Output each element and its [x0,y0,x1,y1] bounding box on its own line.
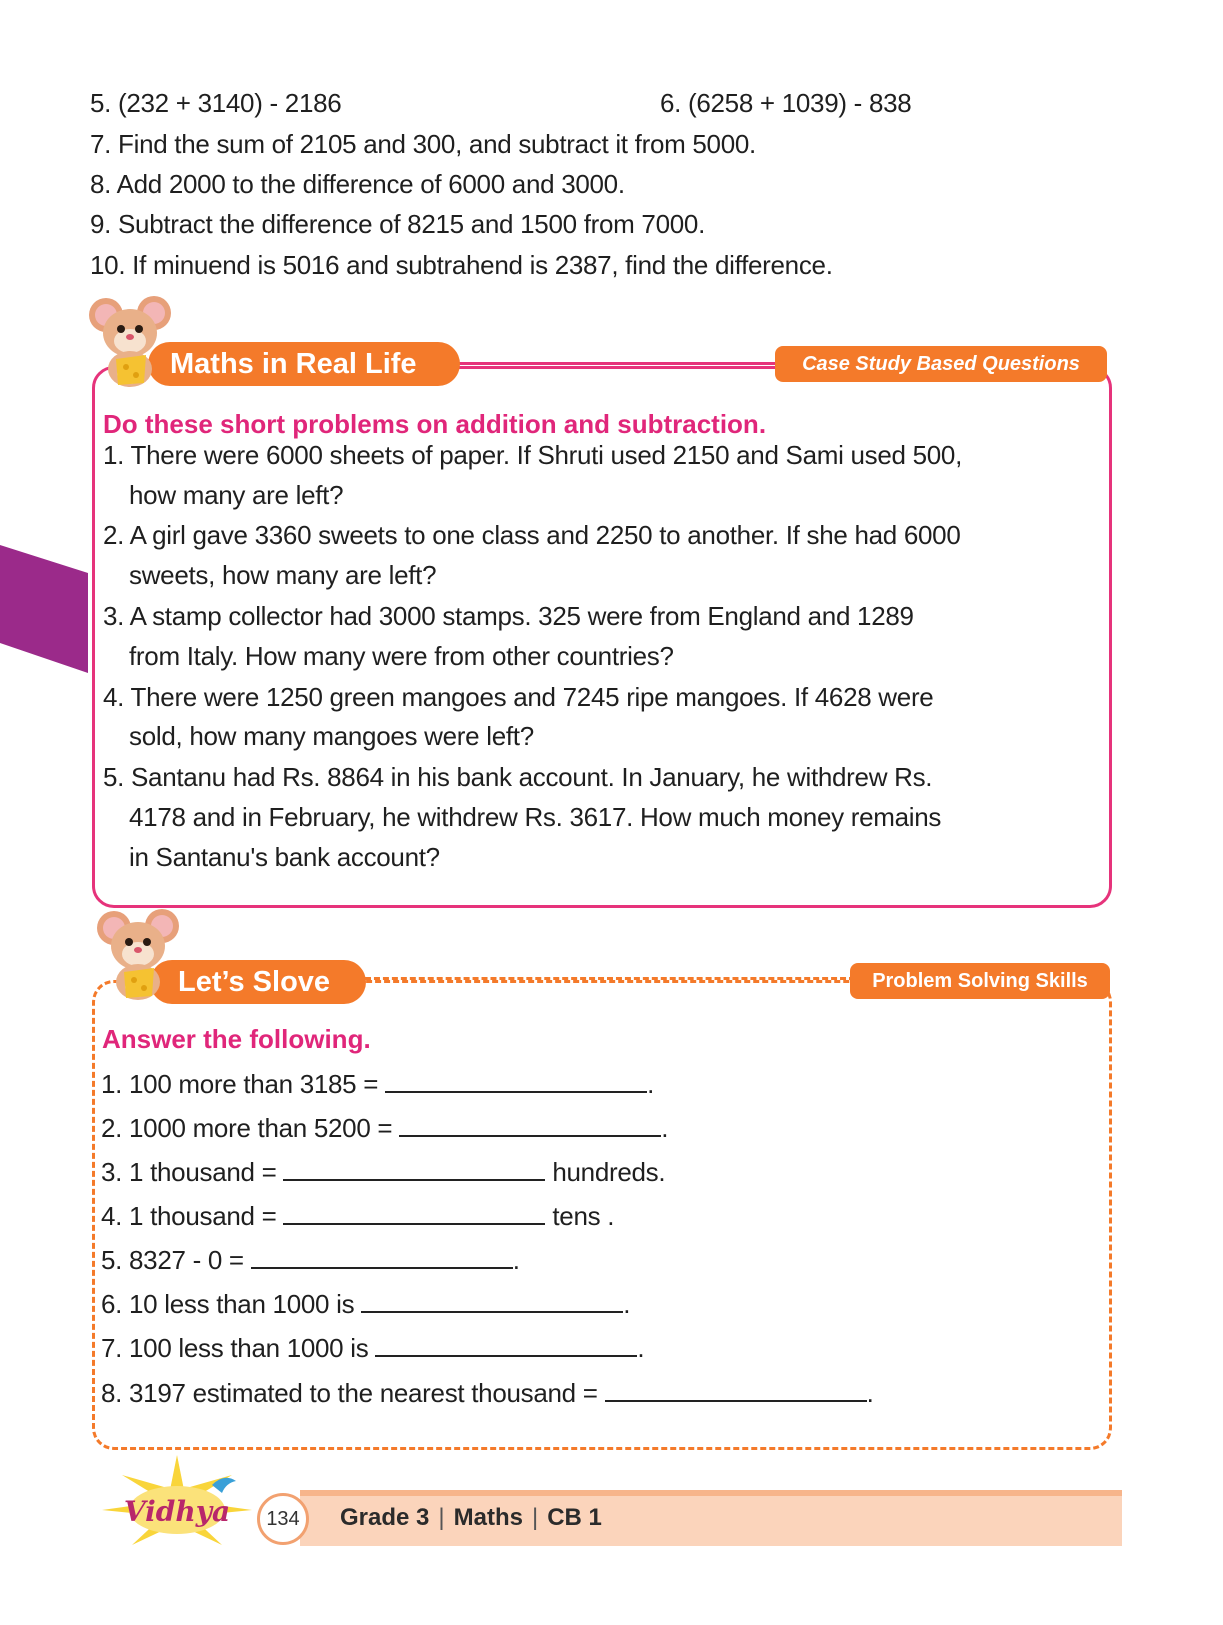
item-2-suffix: . [661,1113,669,1143]
real-life-line-10: 4178 and in February, he withdrew Rs. 3617. How much money remains [129,802,942,832]
lets-solve-item-8 [101,1373,874,1413]
question-9: 9. Subtract the difference of 8215 and 1500 from 7000. [90,209,705,239]
lets-solve-item-2 [101,1108,668,1148]
footer-separator: | [438,1504,445,1531]
item-6-text: 6. 10 less than 1000 is [101,1289,355,1319]
lets-solve-item-4 [101,1196,614,1236]
question-8: 8. Add 2000 to the difference of 6000 and 3000. [90,169,625,199]
item-1-suffix: . [647,1069,655,1099]
footer-bar-accent [300,1490,1122,1496]
answer-blank-5[interactable] [251,1241,513,1269]
item-1-text: 1. 100 more than 3185 = [101,1069,379,1099]
real-life-line-5: 3. A stamp collector had 3000 stamps. 325 were from England and 1289 [103,601,914,631]
answer-blank-8[interactable] [605,1374,867,1402]
footer-subject: Maths [453,1504,523,1531]
answer-blank-1[interactable] [385,1065,647,1093]
item-4-suffix: tens . [552,1201,615,1231]
item-5-suffix: . [512,1245,520,1275]
real-life-line-9: 5. Santanu had Rs. 8864 in his bank account. In January, he withdrew Rs. [103,762,933,792]
item-5-text: 5. 8327 - 0 = [101,1245,244,1275]
question-10: 10. If minuend is 5016 and subtrahend is 2387, find the difference. [90,250,833,280]
footer-label [340,1497,602,1539]
answer-blank-7[interactable] [375,1329,637,1357]
real-life-instruction: Do these short problems on addition and subtraction. [103,409,767,439]
real-life-title: Maths in Real Life [148,342,460,386]
question-5: 5. (232 + 3140) - 2186 [90,88,342,118]
answer-blank-6[interactable] [361,1285,623,1313]
item-2-text: 2. 1000 more than 5200 = [101,1113,393,1143]
footer-separator: | [531,1504,539,1531]
real-life-line-3: 2. A girl gave 3360 sweets to one class and 2250 to another. If she had 6000 [103,520,961,550]
real-life-line-2: how many are left? [129,480,344,510]
real-life-line-7: 4. There were 1250 green mangoes and 7245 ripe mangoes. If 4628 were [103,682,934,712]
real-life-header-line [455,362,785,365]
item-3-suffix: hundreds. [552,1157,666,1187]
real-life-line-4: sweets, how many are left? [129,560,437,590]
item-4-text: 4. 1 thousand = [101,1201,277,1231]
answer-blank-4[interactable] [283,1197,545,1225]
real-life-line-11: in Santanu's bank account? [129,842,440,872]
real-life-line-1: 1. There were 6000 sheets of paper. If Shruti used 2150 and Sami used 500, [103,440,963,470]
lets-solve-item-6 [101,1284,630,1324]
question-7: 7. Find the sum of 2105 and 300, and subtract it from 5000. [90,129,756,159]
lets-solve-item-3 [101,1152,665,1192]
footer-grade: Grade 3 [340,1504,430,1531]
lets-solve-header-line [365,977,855,980]
item-8-text: 8. 3197 estimated to the nearest thousand = [101,1378,598,1408]
real-life-line-8: sold, how many mangoes were left? [129,721,534,751]
lets-solve-item-1 [101,1064,654,1104]
mouse-mascot-icon [94,908,184,1003]
svg-text:Vidhya: Vidhya [123,1495,231,1528]
question-6: 6. (6258 + 1039) - 838 [660,88,912,118]
item-6-suffix: . [623,1289,631,1319]
vidhya-logo-icon [92,1455,262,1555]
item-3-text: 3. 1 thousand = [101,1157,277,1187]
problem-solving-tag: Problem Solving Skills [850,963,1110,999]
answer-blank-3[interactable] [283,1153,545,1181]
footer-book: CB 1 [547,1504,602,1531]
item-7-suffix: . [637,1333,645,1363]
item-7-text: 7. 100 less than 1000 is [101,1333,369,1363]
lets-solve-instruction: Answer the following. [102,1024,371,1054]
mouse-mascot-icon [86,295,176,390]
item-8-suffix: . [866,1378,874,1408]
page-number: 134 [257,1493,309,1545]
lets-solve-title: Let’s Slove [150,960,366,1004]
answer-blank-2[interactable] [399,1109,661,1137]
lets-solve-item-7 [101,1328,644,1368]
lets-solve-item-5 [101,1240,520,1280]
case-study-tag: Case Study Based Questions [775,346,1107,382]
side-tab-decoration [0,545,88,695]
real-life-line-6: from Italy. How many were from other countries? [129,641,674,671]
